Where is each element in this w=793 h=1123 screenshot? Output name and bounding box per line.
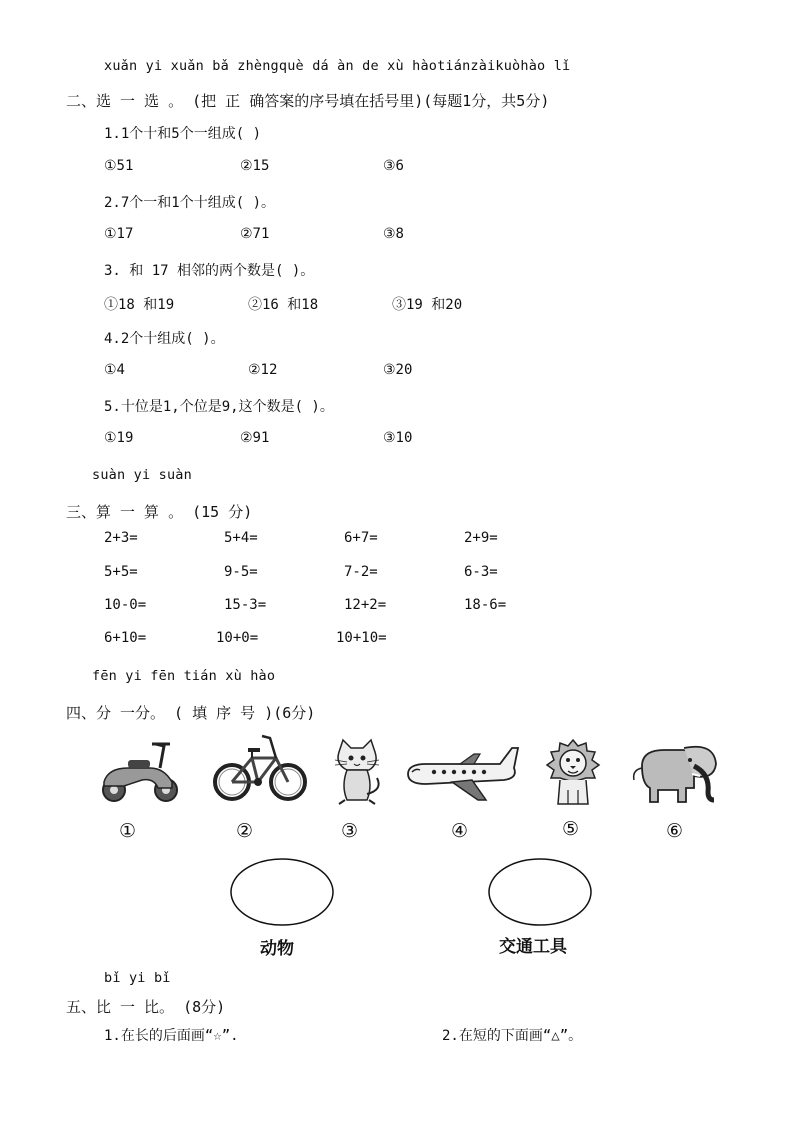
q3-option-2: ②16 和18 (248, 297, 319, 313)
item-number-6: ⑥ (666, 820, 684, 842)
pinyin-sort: fēn yi fēn tián xù hào (92, 668, 276, 684)
q1-option-2: ②15 (240, 158, 270, 174)
q2-option-1: ①17 (104, 226, 134, 242)
q5-option-2: ②91 (240, 430, 270, 446)
question-4: 4.2个十组成( )。 (104, 331, 225, 347)
section-4-title: 四、分 一分。 ( 填 序 号 )(6分) (66, 704, 316, 722)
question-5: 5.十位是1,个位是9,这个数是( )。 (104, 399, 334, 415)
calc-4-1: 6+10= (104, 630, 147, 646)
bicycle-icon (212, 732, 308, 804)
group-label-transport: 交通工具 (499, 937, 567, 957)
item-number-4: ④ (451, 820, 469, 842)
q3-option-3: ③19 和20 (392, 297, 463, 313)
q2-option-2: ②71 (240, 226, 270, 242)
q3-option-1: ①18 和19 (104, 297, 175, 313)
item-number-5: ⑤ (562, 818, 580, 840)
q2-option-3: ③8 (383, 226, 404, 242)
calc-1-3: 6+7= (344, 530, 378, 546)
calc-2-4: 6-3= (464, 564, 498, 580)
calc-3-3: 12+2= (344, 597, 387, 613)
calc-1-2: 5+4= (224, 530, 258, 546)
q1-option-3: ③6 (383, 158, 404, 174)
pinyin-calc: suàn yi suàn (92, 467, 192, 483)
calc-1-4: 2+9= (464, 530, 498, 546)
calc-2-1: 5+5= (104, 564, 138, 580)
group-label-animals: 动物 (260, 939, 294, 959)
compare-question-2: 2.在短的下面画“△”。 (442, 1028, 583, 1044)
question-1: 1.1个十和5个一组成( ) (104, 126, 262, 142)
q1-option-1: ①51 (104, 158, 134, 174)
calc-2-2: 9-5= (224, 564, 258, 580)
item-number-2: ② (236, 820, 254, 842)
transport-answer-oval[interactable] (486, 856, 594, 928)
elephant-icon (628, 740, 722, 808)
calc-4-3: 10+10= (336, 630, 387, 646)
calc-4-2: 10+0= (216, 630, 259, 646)
pinyin-choose: xuǎn yi xuǎn bǎ zhèngquè dá àn de xù hàotiánzàikuòhào lǐ (104, 58, 571, 74)
q5-option-1: ①19 (104, 430, 134, 446)
q5-option-3: ③10 (383, 430, 413, 446)
section-5-title: 五、比 一 比。 (8分) (66, 998, 226, 1016)
calc-3-4: 18-6= (464, 597, 507, 613)
lion-icon (544, 738, 602, 808)
item-number-3: ③ (341, 820, 359, 842)
q4-option-3: ③20 (383, 362, 413, 378)
calc-3-2: 15-3= (224, 597, 267, 613)
calc-2-3: 7-2= (344, 564, 378, 580)
q4-option-1: ①4 (104, 362, 125, 378)
section-3-title: 三、算 一 算 。 (15 分) (66, 503, 253, 521)
question-3: 3. 和 17 相邻的两个数是( )。 (104, 263, 315, 279)
calc-1-1: 2+3= (104, 530, 138, 546)
question-2: 2.7个一和1个十组成( )。 (104, 195, 276, 211)
q4-option-2: ②12 (248, 362, 278, 378)
cat-icon (327, 738, 389, 808)
item-number-1: ① (119, 820, 137, 842)
scooter-icon (98, 738, 182, 804)
pinyin-compare: bǐ yi bǐ (104, 970, 171, 986)
airplane-icon (404, 742, 520, 804)
compare-question-1: 1.在长的后面画“☆”. (104, 1028, 239, 1044)
section-2-title: 二、选 一 选 。 (把 正 确答案的序号填在括号里)(每题1分，共5分) (66, 92, 550, 110)
calc-3-1: 10-0= (104, 597, 147, 613)
animals-answer-oval[interactable] (228, 856, 336, 928)
